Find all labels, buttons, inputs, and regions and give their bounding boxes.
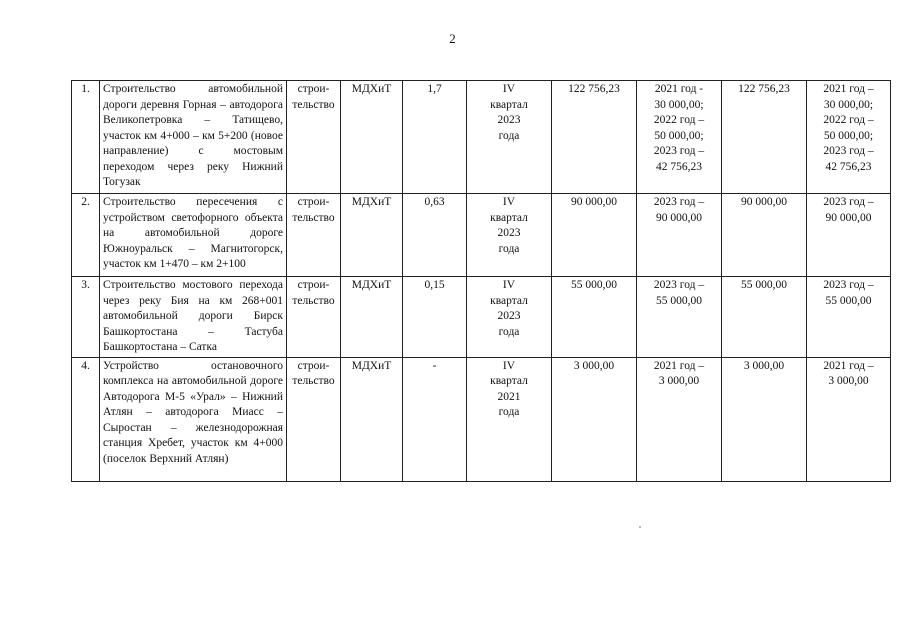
completion-term [467, 194, 552, 277]
cost-by-year-2-line: 55 000,00 [825, 294, 872, 307]
work-type [287, 194, 341, 277]
cost-by-year-2 [807, 194, 891, 277]
cost-by-year-2-line: 2021 год – [823, 359, 874, 372]
work-type-line: строи- [297, 196, 330, 208]
completion-term [467, 277, 552, 358]
cost-by-year-2 [807, 277, 891, 358]
projects-table [71, 80, 891, 482]
cost-by-year-line: 50 000,00; [654, 129, 704, 142]
work-type [287, 81, 341, 194]
work-type-line: тельство [292, 98, 335, 111]
cost-by-year [637, 357, 722, 481]
completion-term-line: 2023 [497, 114, 521, 126]
work-type [287, 357, 341, 481]
project-name: Устройство остановочного комплекса на автомобильной дороге Автодорога М-5 «Урал» – Нижний Атлян – автодорога Миасс – Сыростан – железнодорожная станция Хребет, участок км 4+000 (поселок Верхний Атлян) [100, 357, 287, 481]
cost-by-year-2-line: 30 000,00; [823, 98, 874, 111]
cost-total: 3 000,00 [552, 357, 637, 481]
cost-by-year-line: 2022 год – [653, 114, 705, 126]
row-number: 4. [72, 357, 100, 481]
cost-total-2: 3 000,00 [722, 357, 807, 481]
completion-term-line: 2023 [497, 310, 521, 322]
cost-by-year-line: 42 756,23 [656, 160, 702, 173]
work-type [287, 277, 341, 358]
cost-by-year-line: 2023 год – [653, 145, 705, 157]
row-number: 1. [72, 81, 100, 194]
cost-by-year-2 [807, 81, 891, 194]
row-number: 2. [72, 194, 100, 277]
project-name: Строительство автомобильной дороги деревня Горная – автодорога Великопетровка – Татищево, участок км 4+000 – км 5+200 (новое направление) с мостовым переходом через реку Нижний Тогузак [100, 81, 287, 194]
responsible-org: МДХиТ [341, 194, 403, 277]
length-km: 1,7 [403, 81, 467, 194]
cost-by-year-2 [807, 357, 891, 481]
completion-term-line: квартал [490, 211, 528, 224]
table-row [72, 277, 891, 358]
completion-term-line: года [498, 129, 520, 142]
cost-by-year-line: 90 000,00 [656, 211, 702, 224]
work-type-line: строи- [297, 83, 330, 95]
cost-by-year-2-line: 2023 год – [823, 196, 874, 208]
cost-by-year [637, 81, 722, 194]
cost-by-year-2-line: 2023 год – [823, 279, 874, 291]
length-km: 0,63 [403, 194, 467, 277]
page-number: 2 [449, 31, 456, 46]
cost-by-year-line: 2021 год - [654, 83, 704, 95]
length-km: 0,15 [403, 277, 467, 358]
scan-speck [639, 526, 641, 528]
completion-term-line: 2021 [497, 390, 521, 403]
completion-term-line: квартал [490, 98, 528, 111]
responsible-org: МДХиТ [341, 81, 403, 194]
responsible-org: МДХиТ [341, 357, 403, 481]
table-row [72, 81, 891, 194]
work-type-line: тельство [292, 375, 335, 387]
table-row [72, 357, 891, 481]
length-km: - [403, 357, 467, 481]
cost-by-year-line: 55 000,00 [656, 294, 702, 307]
table-row [72, 194, 891, 277]
cost-by-year-2-line: 90 000,00 [825, 211, 872, 224]
completion-term-line: года [498, 325, 520, 338]
row-number: 3. [72, 277, 100, 358]
work-type-line: строи- [297, 279, 330, 291]
completion-term-line: года [498, 242, 520, 255]
cost-total: 90 000,00 [552, 194, 637, 277]
project-name: Строительство мостового перехода через реку Бия на км 268+001 автомобильной дороги Бирск Башкортостана – Тастуба Башкортостана – Сатка [100, 277, 287, 358]
cost-by-year-line: 2023 год – [653, 279, 705, 291]
cost-total: 55 000,00 [552, 277, 637, 358]
cost-total-2: 122 756,23 [722, 81, 807, 194]
cost-by-year-line: 3 000,00 [658, 375, 700, 387]
completion-term-line: квартал [490, 375, 528, 387]
cost-by-year-line: 2023 год – [653, 196, 705, 208]
cost-by-year-2-line: 2021 год – [823, 83, 874, 95]
completion-term-line: 2023 [497, 227, 521, 239]
cost-by-year-2-line: 3 000,00 [828, 375, 869, 387]
cost-by-year-line: 2021 год – [653, 359, 705, 372]
work-type-line: тельство [292, 294, 335, 307]
completion-term-line: квартал [490, 294, 528, 307]
cost-by-year-line: 30 000,00; [654, 98, 704, 111]
work-type-line: строи- [297, 359, 330, 372]
completion-term-line: года [498, 406, 520, 418]
cost-total-2: 55 000,00 [722, 277, 807, 358]
cost-by-year-2-line: 42 756,23 [825, 160, 872, 173]
completion-term-line: IV [502, 196, 516, 208]
completion-term [467, 81, 552, 194]
completion-term-line: IV [502, 83, 516, 95]
cost-total-2: 90 000,00 [722, 194, 807, 277]
work-type-line: тельство [292, 211, 335, 224]
cost-total: 122 756,23 [552, 81, 637, 194]
responsible-org: МДХиТ [341, 277, 403, 358]
completion-term-line: IV [502, 359, 516, 372]
completion-term-line: IV [502, 279, 516, 291]
cost-by-year-2-line: 2023 год – [823, 145, 874, 157]
cost-by-year [637, 194, 722, 277]
cost-by-year [637, 277, 722, 358]
completion-term [467, 357, 552, 481]
cost-by-year-2-line: 50 000,00; [823, 129, 874, 142]
project-name: Строительство пересечения с устройством светофорного объекта на автомобильной дороге Южноуральск – Магнитогорск, участок км 1+470 – км 2+100 [100, 194, 287, 277]
cost-by-year-2-line: 2022 год – [823, 114, 874, 126]
